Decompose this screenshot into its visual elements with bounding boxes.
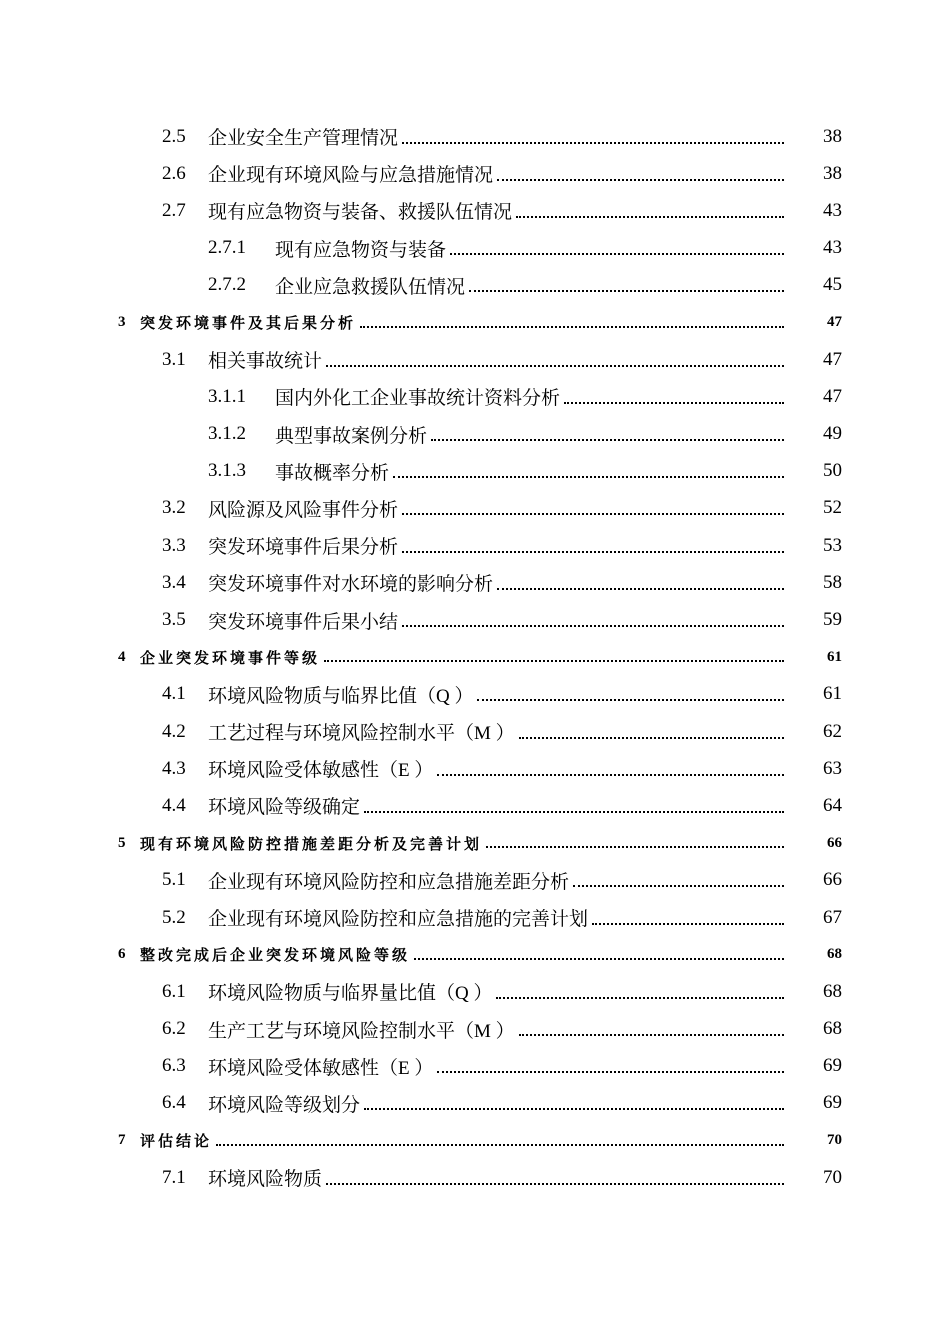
toc-entry-title: 环境风险受体敏感性（E ） [208,760,434,782]
table-of-contents [0,118,950,1196]
toc-dot-leader [326,365,784,367]
toc-entry[interactable] [0,825,950,862]
toc-entry-number: 4.1 [162,683,186,705]
toc-entry-label [162,123,398,150]
toc-entry-number: 4.2 [162,720,186,742]
toc-entry-page-number: 49 [823,423,842,445]
toc-entry-label [162,792,360,819]
toc-entry[interactable] [0,527,950,564]
toc-dot-leader [519,737,784,739]
toc-entry-number: 4.3 [162,757,186,779]
toc-entry-label [162,346,322,373]
toc-entry-title: 企业现有环境风险防控和应急措施差距分析 [208,871,570,893]
toc-entry-page-number: 50 [823,460,842,482]
toc-entry-page-number: 68 [823,980,842,1002]
toc-entry-number: 2.7.2 [208,274,246,296]
toc-entry-label [162,160,493,187]
toc-entry-page-number: 38 [823,125,842,147]
toc-entry-page-number: 59 [823,609,842,631]
toc-dot-leader [497,179,784,181]
toc-entry-title: 环境风险物质与临界比值（Q ） [208,685,474,707]
toc-entry[interactable] [0,378,950,415]
toc-entry-page-number: 66 [823,869,842,891]
toc-entry-title: 国内外化工企业事故统计资料分析 [275,388,561,410]
toc-entry-page-number: 43 [823,199,842,221]
toc-entry-title: 事故概率分析 [275,462,390,484]
toc-entry[interactable] [0,155,950,192]
toc-entry-number: 3.1.2 [208,423,246,445]
toc-entry-number: 3.1.3 [208,460,246,482]
toc-entry-title: 相关事故统计 [208,351,323,373]
toc-entry-title: 评估结论 [140,1134,213,1151]
toc-entry-page-number: 43 [823,237,842,259]
toc-dot-leader [486,846,784,848]
toc-entry-title: 现有应急物资与装备、救援队伍情况 [208,202,513,224]
toc-dot-leader [573,885,784,887]
toc-entry-title: 环境风险物质 [208,1169,323,1191]
toc-dot-leader [326,1183,784,1185]
toc-entry-page-number: 70 [823,1166,842,1188]
toc-entry[interactable] [0,453,950,490]
toc-entry-label [162,1090,360,1117]
toc-entry[interactable] [0,304,950,341]
toc-entry-number: 3.3 [162,534,186,556]
toc-entry[interactable] [0,118,950,155]
toc-entry-number: 3.1.1 [208,385,246,407]
toc-entry-title: 现有应急物资与装备 [275,239,447,261]
toc-entry[interactable] [0,1048,950,1085]
toc-entry-label [162,1164,322,1191]
toc-entry[interactable] [0,973,950,1010]
toc-entry-page-number: 52 [823,497,842,519]
toc-entry-label [162,755,433,782]
toc-dot-leader [364,811,784,813]
toc-dot-leader [592,923,784,925]
toc-entry[interactable] [0,1085,950,1122]
toc-entry-page-number: 53 [823,534,842,556]
toc-entry-title: 环境风险受体敏感性（E ） [208,1057,434,1079]
toc-dot-leader [437,1071,784,1073]
toc-entry-label [118,833,482,854]
toc-entry[interactable] [0,1159,950,1196]
toc-dot-leader [450,253,784,255]
toc-entry-number: 6.1 [162,980,186,1002]
toc-entry-number: 6.4 [162,1092,186,1114]
toc-entry-number: 5.2 [162,906,186,928]
toc-entry-page-number: 64 [823,794,842,816]
toc-entry-label [162,904,588,931]
toc-entry-number: 5.1 [162,869,186,891]
toc-entry-page-number: 69 [823,1055,842,1077]
toc-entry-page-number: 61 [827,648,842,665]
toc-entry-title: 环境风险等级划分 [208,1094,361,1116]
toc-entry-page-number: 63 [823,757,842,779]
toc-dot-leader [402,142,784,144]
toc-entry-label [162,495,398,522]
toc-entry-number: 3.1 [162,348,186,370]
toc-entry[interactable] [0,564,950,601]
toc-entry-label [162,569,493,596]
toc-entry-title: 突发环境事件及其后果分析 [140,316,357,333]
toc-entry[interactable] [0,1122,950,1159]
toc-entry-page-number: 69 [823,1092,842,1114]
toc-entry-label [118,312,356,333]
toc-entry[interactable] [0,341,950,378]
toc-dot-leader [360,326,784,328]
toc-entry-page-number: 45 [823,274,842,296]
toc-entry-label [162,718,515,745]
toc-entry-page-number: 61 [823,683,842,705]
toc-entry-label [162,681,473,708]
toc-entry-label [208,383,560,410]
toc-dot-leader [496,997,784,999]
toc-entry-title: 生产工艺与环境风险控制水平（M ） [208,1020,515,1042]
toc-entry-page-number: 38 [823,162,842,184]
toc-entry-number: 3 [118,314,126,331]
toc-entry-title: 企业现有环境风险与应急措施情况 [208,165,494,187]
toc-dot-leader [364,1108,784,1110]
toc-entry-number: 2.7 [162,199,186,221]
toc-entry-number: 2.7.1 [208,237,246,259]
toc-entry-page-number: 70 [827,1132,842,1149]
toc-entry-title: 企业现有环境风险防控和应急措施的完善计划 [208,909,589,931]
toc-dot-leader [393,476,784,478]
toc-entry[interactable] [0,230,950,267]
toc-dot-leader [437,774,784,776]
toc-entry-title: 突发环境事件对水环境的影响分析 [208,574,494,596]
toc-entry-label [118,647,320,668]
toc-entry-page-number: 66 [827,834,842,851]
toc-entry-label [208,421,427,448]
toc-entry-label [162,532,398,559]
toc-entry[interactable] [0,1011,950,1048]
toc-entry-title: 环境风险物质与临界量比值（Q ） [208,983,493,1005]
toc-dot-leader [477,699,784,701]
toc-entry[interactable] [0,899,950,936]
toc-entry-label [118,1130,212,1151]
toc-entry[interactable] [0,416,950,453]
toc-dot-leader [519,1034,784,1036]
toc-entry-page-number: 47 [823,385,842,407]
toc-entry-title: 环境风险等级确定 [208,797,361,819]
toc-entry-page-number: 58 [823,571,842,593]
toc-entry[interactable] [0,713,950,750]
toc-entry-number: 2.6 [162,162,186,184]
toc-entry[interactable] [0,490,950,527]
toc-entry-title: 整改完成后企业突发环境风险等级 [140,948,411,965]
toc-dot-leader [414,958,784,960]
toc-entry[interactable] [0,192,950,229]
toc-entry[interactable] [0,787,950,824]
toc-dot-leader [324,660,784,662]
toc-entry[interactable] [0,601,950,638]
toc-entry[interactable] [0,750,950,787]
toc-entry-number: 6.3 [162,1055,186,1077]
toc-entry-label [162,197,512,224]
toc-entry-number: 7.1 [162,1166,186,1188]
toc-entry-page-number: 68 [823,1018,842,1040]
toc-entry[interactable] [0,936,950,973]
toc-entry-label [208,458,389,485]
toc-entry-label [162,607,398,634]
toc-entry-title: 企业突发环境事件等级 [140,650,321,667]
toc-entry-page-number: 47 [827,314,842,331]
toc-entry-number: 3.4 [162,571,186,593]
toc-entry-label [162,1053,433,1080]
toc-entry-label [162,1016,515,1043]
toc-entry-title: 突发环境事件后果分析 [208,537,399,559]
toc-entry-title: 典型事故案例分析 [275,425,428,447]
toc-dot-leader [402,551,784,553]
toc-dot-leader [564,402,784,404]
toc-entry-number: 7 [118,1132,126,1149]
toc-entry-number: 2.5 [162,125,186,147]
toc-entry[interactable] [0,862,950,899]
toc-entry-label [208,235,446,262]
toc-entry-number: 4 [118,648,126,665]
toc-entry-page-number: 68 [827,946,842,963]
toc-entry-page-number: 67 [823,906,842,928]
toc-entry-label [162,867,569,894]
toc-dot-leader [497,588,784,590]
toc-entry-number: 4.4 [162,794,186,816]
toc-dot-leader [402,513,784,515]
toc-entry-title: 突发环境事件后果小结 [208,611,399,633]
toc-dot-leader [431,439,784,441]
toc-entry-number: 6.2 [162,1018,186,1040]
toc-entry-title: 企业应急救援队伍情况 [275,276,466,298]
toc-entry-page-number: 62 [823,720,842,742]
toc-entry-number: 6 [118,946,126,963]
toc-entry-title: 工艺过程与环境风险控制水平（M ） [208,723,515,745]
toc-entry-number: 5 [118,834,126,851]
toc-entry[interactable] [0,267,950,304]
toc-dot-leader [216,1144,784,1146]
toc-entry-title: 风险源及风险事件分析 [208,499,399,521]
toc-entry-number: 3.2 [162,497,186,519]
toc-entry[interactable] [0,676,950,713]
toc-entry[interactable] [0,639,950,676]
toc-entry-label [162,978,492,1005]
toc-entry-title: 企业安全生产管理情况 [208,128,399,150]
toc-dot-leader [402,625,784,627]
toc-entry-number: 3.5 [162,609,186,631]
toc-dot-leader [516,216,784,218]
toc-entry-label [208,272,465,299]
toc-entry-label [118,944,410,965]
toc-dot-leader [469,290,784,292]
toc-entry-title: 现有环境风险防控措施差距分析及完善计划 [140,836,483,853]
toc-entry-page-number: 47 [823,348,842,370]
